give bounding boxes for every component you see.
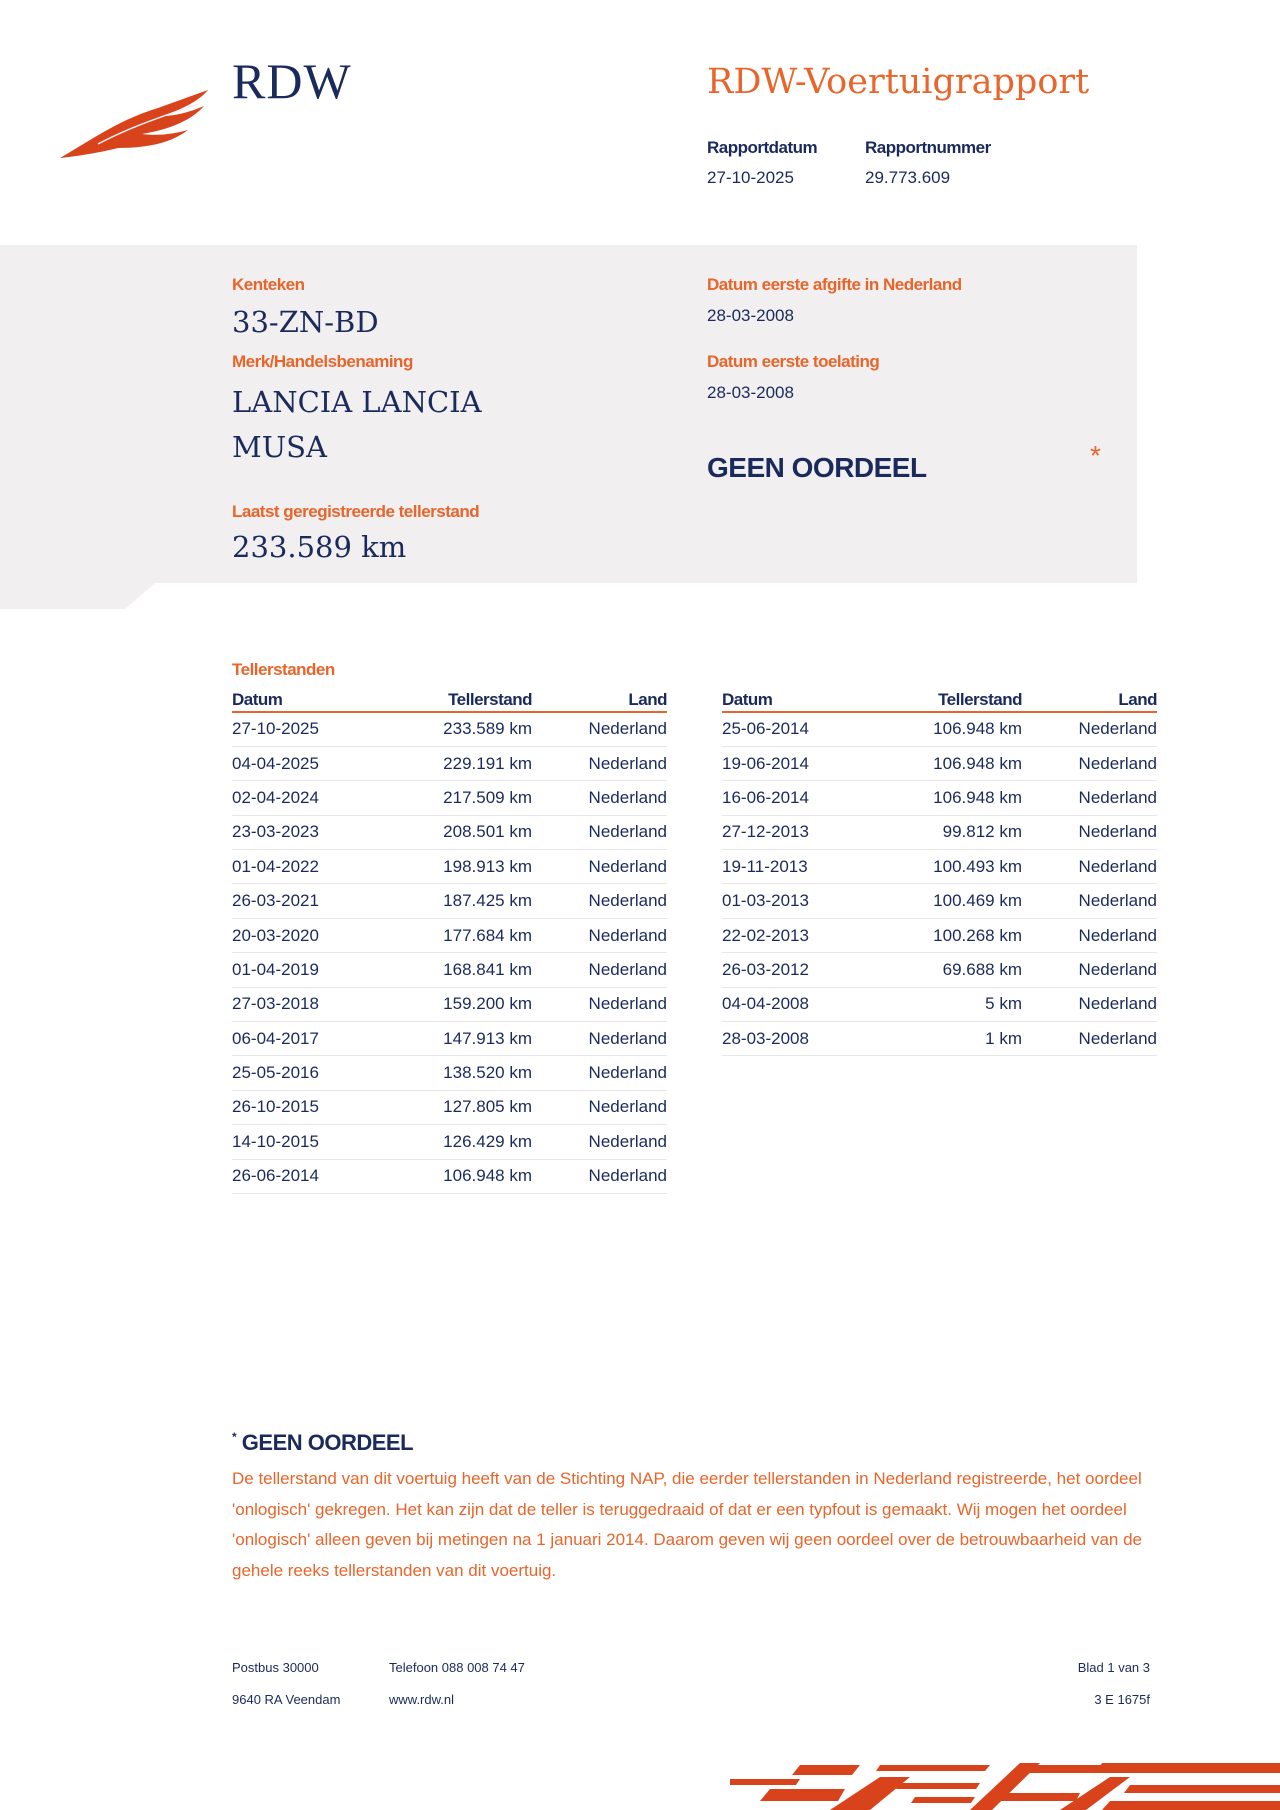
footer-website[interactable]: www.rdw.nl bbox=[389, 1692, 455, 1707]
first-admission-label: Datum eerste toelating bbox=[707, 352, 880, 371]
table-row bbox=[232, 918, 667, 952]
reading-date: 23-03-2023 bbox=[232, 815, 372, 849]
table-row bbox=[722, 953, 1157, 987]
reading-country: Nederland bbox=[1022, 987, 1157, 1021]
column-header-date: Datum bbox=[232, 688, 372, 712]
table-row bbox=[232, 815, 667, 849]
plate-value: 33-ZN-BD bbox=[232, 305, 379, 339]
reading-value: 177.684 km bbox=[372, 918, 532, 952]
reading-date: 26-10-2015 bbox=[232, 1090, 372, 1124]
verdict-star: * bbox=[1090, 440, 1101, 471]
reading-country: Nederland bbox=[1022, 781, 1157, 815]
reading-value: 106.948 km bbox=[862, 712, 1022, 746]
reading-value: 159.200 km bbox=[372, 987, 532, 1021]
reading-value: 127.805 km bbox=[372, 1090, 532, 1124]
reading-country: Nederland bbox=[532, 712, 667, 746]
table-row bbox=[232, 1022, 667, 1056]
reading-country: Nederland bbox=[532, 987, 667, 1021]
reading-country: Nederland bbox=[1022, 746, 1157, 780]
reading-country: Nederland bbox=[532, 781, 667, 815]
reading-date: 28-03-2008 bbox=[722, 1022, 862, 1056]
note-title-text: GEEN OORDEEL bbox=[241, 1430, 414, 1455]
table-row bbox=[722, 850, 1157, 884]
last-reading-label: Laatst geregistreerde tellerstand bbox=[232, 502, 480, 521]
table-row bbox=[722, 815, 1157, 849]
reading-value: 187.425 km bbox=[372, 884, 532, 918]
reading-date: 04-04-2008 bbox=[722, 987, 862, 1021]
reading-value: 99.812 km bbox=[862, 815, 1022, 849]
panel-tab-slope bbox=[125, 583, 155, 609]
reading-date: 27-12-2013 bbox=[722, 815, 862, 849]
table-row bbox=[232, 884, 667, 918]
reading-country: Nederland bbox=[532, 850, 667, 884]
reading-country: Nederland bbox=[1022, 953, 1157, 987]
table-row bbox=[232, 953, 667, 987]
reading-value: 126.429 km bbox=[372, 1125, 532, 1159]
reading-value: 138.520 km bbox=[372, 1056, 532, 1090]
reading-value: 168.841 km bbox=[372, 953, 532, 987]
verdict: GEEN OORDEEL bbox=[707, 452, 927, 483]
reading-date: 27-03-2018 bbox=[232, 987, 372, 1021]
reading-value: 198.913 km bbox=[372, 850, 532, 884]
reading-value: 5 km bbox=[862, 987, 1022, 1021]
reading-date: 02-04-2024 bbox=[232, 781, 372, 815]
brand-label: Merk/Handelsbenaming bbox=[232, 352, 413, 371]
table-row bbox=[232, 746, 667, 780]
reading-value: 106.948 km bbox=[862, 781, 1022, 815]
reading-country: Nederland bbox=[1022, 918, 1157, 952]
reading-value: 100.268 km bbox=[862, 918, 1022, 952]
report-date: 27-10-2025 bbox=[707, 168, 794, 187]
plate-label: Kenteken bbox=[232, 275, 305, 294]
reading-date: 19-11-2013 bbox=[722, 850, 862, 884]
reading-value: 100.469 km bbox=[862, 884, 1022, 918]
table-row bbox=[232, 1125, 667, 1159]
first-issue-label: Datum eerste afgifte in Nederland bbox=[707, 275, 962, 294]
reading-date: 01-03-2013 bbox=[722, 884, 862, 918]
reading-date: 26-06-2014 bbox=[232, 1159, 372, 1193]
reading-country: Nederland bbox=[532, 918, 667, 952]
brand-value-line2: MUSA bbox=[232, 430, 327, 464]
reading-value: 1 km bbox=[862, 1022, 1022, 1056]
table-row bbox=[722, 781, 1157, 815]
reading-value: 106.948 km bbox=[372, 1159, 532, 1193]
footer-phone: Telefoon 088 008 74 47 bbox=[389, 1660, 525, 1675]
note-marker: * bbox=[232, 1430, 237, 1444]
panel-tab bbox=[0, 583, 125, 609]
reading-value: 69.688 km bbox=[862, 953, 1022, 987]
reading-country: Nederland bbox=[532, 953, 667, 987]
footer-page: Blad 1 van 3 bbox=[1077, 1660, 1150, 1675]
reading-date: 25-05-2016 bbox=[232, 1056, 372, 1090]
report-number-label: Rapportnummer bbox=[865, 138, 991, 157]
reading-country: Nederland bbox=[1022, 712, 1157, 746]
reading-date: 19-06-2014 bbox=[722, 746, 862, 780]
reading-value: 100.493 km bbox=[862, 850, 1022, 884]
reading-country: Nederland bbox=[1022, 1022, 1157, 1056]
table-row bbox=[232, 1159, 667, 1193]
reading-value: 147.913 km bbox=[372, 1022, 532, 1056]
readings-table-left bbox=[232, 688, 667, 1194]
table-row bbox=[722, 987, 1157, 1021]
reading-date: 27-10-2025 bbox=[232, 712, 372, 746]
report-title: RDW-Voertuigrapport bbox=[707, 62, 1090, 102]
reading-value: 208.501 km bbox=[372, 815, 532, 849]
note-title bbox=[232, 1430, 413, 1456]
reading-country: Nederland bbox=[532, 1125, 667, 1159]
reading-date: 06-04-2017 bbox=[232, 1022, 372, 1056]
decorative-stripes-icon bbox=[730, 1755, 1280, 1810]
table-row bbox=[232, 987, 667, 1021]
reading-country: Nederland bbox=[532, 884, 667, 918]
report-number-block bbox=[865, 138, 991, 188]
reading-date: 26-03-2012 bbox=[722, 953, 862, 987]
reading-value: 229.191 km bbox=[372, 746, 532, 780]
table-row bbox=[722, 1022, 1157, 1056]
reading-date: 16-06-2014 bbox=[722, 781, 862, 815]
footer-postbus: Postbus 30000 bbox=[232, 1660, 319, 1675]
table-row bbox=[722, 918, 1157, 952]
reading-value: 106.948 km bbox=[862, 746, 1022, 780]
readings-table-right bbox=[722, 688, 1157, 1056]
reading-country: Nederland bbox=[1022, 850, 1157, 884]
note-text: De tellerstand van dit voertuig heeft van de Stichting NAP, die eerder tellerstanden in Nederland registreerde, het oordeel 'onlogisch' gekregen. Het kan zijn dat de teller is teruggedraaid of dat er een typfout is gemaakt. Wij mogen het oordeel 'onlogisch' alleen geven bij metingen na 1 januari 2014. Daarom geven wij geen oordeel over de betrouwbaarheid van de gehele reeks tellerstanden van dit voertuig. bbox=[232, 1469, 1142, 1580]
table-header-row bbox=[722, 688, 1157, 712]
rdw-logo-icon bbox=[58, 82, 208, 162]
table-row bbox=[722, 884, 1157, 918]
reading-date: 25-06-2014 bbox=[722, 712, 862, 746]
table-row bbox=[232, 1090, 667, 1124]
readings-title: Tellerstanden bbox=[232, 660, 335, 679]
table-row bbox=[232, 1056, 667, 1090]
logo-text: RDW bbox=[232, 53, 352, 109]
reading-country: Nederland bbox=[532, 1090, 667, 1124]
reading-country: Nederland bbox=[532, 1056, 667, 1090]
reading-date: 14-10-2015 bbox=[232, 1125, 372, 1159]
table-row bbox=[232, 850, 667, 884]
reading-date: 01-04-2019 bbox=[232, 953, 372, 987]
column-header-reading: Tellerstand bbox=[862, 688, 1022, 712]
footer-address: 9640 RA Veendam bbox=[232, 1692, 341, 1707]
reading-country: Nederland bbox=[532, 815, 667, 849]
first-admission-value: 28-03-2008 bbox=[707, 383, 794, 402]
column-header-reading: Tellerstand bbox=[372, 688, 532, 712]
column-header-country: Land bbox=[532, 688, 667, 712]
reading-country: Nederland bbox=[532, 746, 667, 780]
reading-country: Nederland bbox=[532, 1022, 667, 1056]
reading-date: 26-03-2021 bbox=[232, 884, 372, 918]
last-reading-value: 233.589 km bbox=[232, 530, 407, 564]
reading-date: 01-04-2022 bbox=[232, 850, 372, 884]
table-row bbox=[722, 712, 1157, 746]
report-date-label: Rapportdatum bbox=[707, 138, 818, 157]
table-row bbox=[232, 781, 667, 815]
first-issue-value: 28-03-2008 bbox=[707, 306, 794, 325]
report-number: 29.773.609 bbox=[865, 168, 951, 187]
footer-code: 3 E 1675f bbox=[1094, 1692, 1150, 1707]
table-row bbox=[722, 746, 1157, 780]
report-date-block bbox=[707, 138, 817, 188]
reading-date: 20-03-2020 bbox=[232, 918, 372, 952]
reading-value: 217.509 km bbox=[372, 781, 532, 815]
reading-country: Nederland bbox=[1022, 815, 1157, 849]
column-header-country: Land bbox=[1022, 688, 1157, 712]
vehicle-info-panel bbox=[0, 245, 1137, 583]
reading-country: Nederland bbox=[1022, 884, 1157, 918]
reading-country: Nederland bbox=[532, 1159, 667, 1193]
reading-value: 233.589 km bbox=[372, 712, 532, 746]
table-header-row bbox=[232, 688, 667, 712]
reading-date: 22-02-2013 bbox=[722, 918, 862, 952]
brand-value-line1: LANCIA LANCIA bbox=[232, 385, 482, 419]
table-row bbox=[232, 712, 667, 746]
column-header-date: Datum bbox=[722, 688, 862, 712]
reading-date: 04-04-2025 bbox=[232, 746, 372, 780]
